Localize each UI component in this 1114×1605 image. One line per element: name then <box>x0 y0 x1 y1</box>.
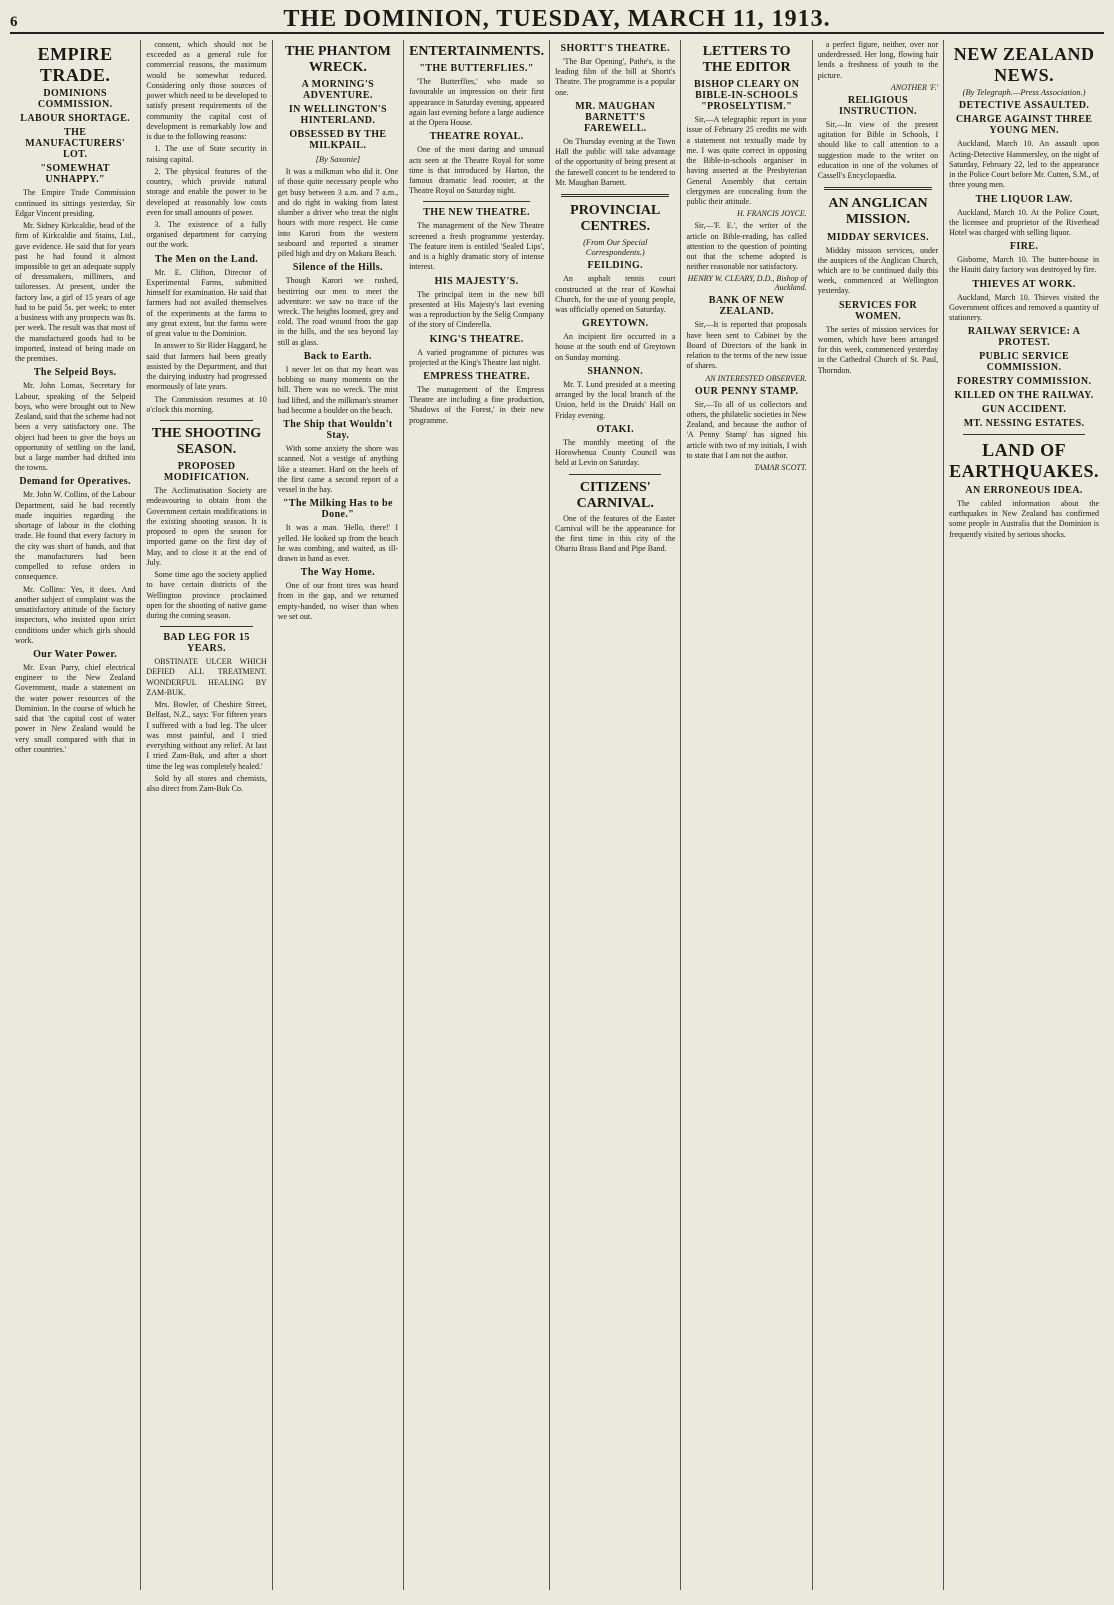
column-1 <box>10 40 141 1590</box>
byline: (By Telegraph.—Press Association.) <box>962 87 1086 98</box>
paragraph: Auckland, March 10. Thieves visited the Government offices and removed a quantity of stationery. <box>949 292 1100 323</box>
signature: AN INTERESTED OBSERVER. <box>705 373 807 383</box>
paragraph: consent, which should not be exceeded as a general rule for commercial reasons, the maximum would be somewhat reduced. Considering only those sources of power which need to be developed to satisfy present requirements of the community the capital cost of development is remarkably low and is due to the following reasons: <box>146 40 267 142</box>
headline: LAND OF EARTHQUAKES. <box>949 440 1100 482</box>
column-8 <box>944 40 1104 1590</box>
paragraph: Mr. T. Lund presided at a meeting arranged by the local branch of the Union, held in the Druids' Hall on Friday evening. <box>555 379 676 420</box>
paragraph: The management of the New Theatre screened a fresh programme yesterday. The feature item is entitled 'Sealed Lips', and is a highly dramatic story of intense interest. <box>409 221 545 272</box>
subheading: OUR PENNY STAMP. <box>694 385 799 397</box>
subheading: THEATRE ROYAL. <box>429 131 524 143</box>
column-5 <box>550 40 681 1590</box>
subheading: MT. NESSING ESTATES. <box>963 418 1085 430</box>
paragraph: Auckland, March 10. An assault upon Acting-Detective Hammersley, on the night of Saturday, February 22, led to the appearance in the Police Court before Mr. Cutten, S.M., of three young men. <box>949 139 1100 190</box>
subheading: DETECTIVE ASSAULTED. <box>958 100 1090 112</box>
subheading: SERVICES FOR WOMEN. <box>838 299 918 322</box>
subheading: A MORNING'S ADVENTURE. <box>301 79 375 102</box>
subheading: The Men on the Land. <box>154 253 259 265</box>
paragraph: a perfect figure, neither, over nor underdressed. Her long, flowing hair lends a freshness of youth to the picture. <box>817 40 939 80</box>
subheading: THIEVES AT WORK. <box>972 278 1076 290</box>
headline: EMPIRE TRADE. <box>37 44 113 85</box>
subheading: SHORTT'S THEATRE. <box>560 43 670 54</box>
subheading: EMPRESS THEATRE. <box>423 371 530 383</box>
headline: THE PHANTOM WRECK. <box>284 44 391 76</box>
paragraph: An asphalt tennis court constructed at the rear of Kowhai Church, for the use of young people, was officially opened on Saturday. <box>555 274 676 314</box>
paragraph: Mr. Evan Parry, chief electrical engineer to the New Zealand Government, made a statement on the water power resources of the Dominion. In the course of which he said that 'the capital cost of water power in New Zealand would be very small compared with that in other countries.' <box>15 662 136 754</box>
subheading: The Ship that Wouldn't Stay. <box>283 419 393 442</box>
subheading: RAILWAY SERVICE: A PROTEST. <box>967 326 1081 349</box>
paragraph: 2. The physical features of the country, which provide natural storage and enable the power to be developed at reasonably low costs even for small amounts of power. <box>146 166 267 217</box>
subheading: THE LIQUOR LAW. <box>975 193 1073 205</box>
subheading: KING'S THEATRE. <box>429 333 524 345</box>
headline: CITIZENS' CARNIVAL. <box>576 479 654 511</box>
paragraph: The Commission resumes at 10 o'clock this morning. <box>146 394 267 414</box>
paragraph: 'The Bar Opening', Pathe's, is the leading film of the bill at Shortt's Theatre. The programme is a popular one. <box>555 57 676 97</box>
subheading: BANK OF NEW ZEALAND. <box>708 295 785 318</box>
subheading: DOMINIONS COMMISSION. <box>37 88 113 111</box>
subheading: THE NEW THEATRE. <box>423 207 530 219</box>
subheading: PUBLIC SERVICE COMMISSION. <box>979 351 1070 374</box>
paragraph: Some time ago the society applied to have certain districts of the Wellington province proclaimed open for the shooting of native game during the coming season. <box>146 570 267 620</box>
signature: H. FRANCIS JOYCE. <box>737 209 807 219</box>
subheading: KILLED ON THE RAILWAY. <box>954 390 1094 402</box>
subheading: RELIGIOUS INSTRUCTION. <box>839 94 917 117</box>
paragraph: The cabled information about the earthquakes in New Zealand has confirmed some people in Australia that the Dominion is frequently visited by serious shocks. <box>949 498 1100 539</box>
paragraph: Mr. John Lomas, Secretary for Labour, speaking of the Selpeid boys, who were brought out to New Zealand, said that the scheme had not been a very satisfactory one. The object had been to give the boys an opportunity of settling on the land, but a large number had drifted into the towns. <box>15 381 136 473</box>
paragraph: Sir,—In view of the present agitation for Bible in Schools, I should like to call attention to a suggestion made to the writer on education in one of the volumes of Cassell's Encyclopaedia. <box>817 119 939 181</box>
subheading: "The Milking Has to be Done." <box>282 498 393 521</box>
column-2 <box>141 40 272 1590</box>
paragraph: A varied programme of pictures was projected at the King's Theatre last night. <box>409 347 545 367</box>
subheading: FIRE. <box>1009 241 1039 253</box>
paragraph: Mr. Collins: Yes, it does. And another subject of complaint was the unsatisfactory attitude of the factory inspectors, who insisted upon strict conditions under which girls should work. <box>15 584 136 645</box>
subheading: THE MANUFACTURERS' LOT. <box>25 127 126 161</box>
subheading: "SOMEWHAT UNHAPPY." <box>40 163 110 186</box>
byline: (From Our Special Correspondents.) <box>583 237 648 258</box>
paragraph: The Acclimatisation Society are endeavouring to obtain from the Government certain modifications in the existing shooting season. It is proposed to open the season for imported game on the first day of May, and to close it at the end of July. <box>146 486 267 567</box>
headline: PROVINCIAL CENTRES. <box>570 203 661 235</box>
byline: [By Saxonie] <box>315 154 361 165</box>
subheading: Our Water Power. <box>33 648 118 660</box>
paragraph: On Thursday evening at the Town Hall the public will take advantage of the opportunity of being present at the farewell concert to be tendered to Mr. Maughan Barnett. <box>555 136 676 187</box>
divider <box>160 626 252 627</box>
subheading: GUN ACCIDENT. <box>981 404 1067 416</box>
paragraph: 1. The use of State security in raising capital. <box>146 144 267 164</box>
column-6 <box>681 40 812 1590</box>
newspaper-title: THE DOMINION, TUESDAY, MARCH 11, 1913. <box>283 6 831 32</box>
divider <box>963 434 1085 435</box>
headline: LETTERS TO THE EDITOR <box>702 44 791 76</box>
paragraph: Mrs. Bowler, of Cheshire Street, Belfast, N.Z., says: 'For fifteen years I suffered with a bad leg. The ulcer was most painful, and I tried everything without any relief. At last I tried Zam-Buk, and after a short time the leg was completely healed.' <box>146 700 267 771</box>
subheading: AN ERRONEOUS IDEA. <box>965 484 1083 496</box>
signature: ANOTHER 'F.' <box>890 82 939 92</box>
paragraph: 3. The existence of a fully organised department for carrying out the work. <box>146 219 267 250</box>
subheading: CHARGE AGAINST THREE YOUNG MEN. <box>955 114 1093 137</box>
subheading: MIDDAY SERVICES. <box>826 231 929 243</box>
column-4 <box>404 40 550 1590</box>
paragraph: Though Karori we rushed, bestirring our men to meet the adventure: we saw no trace of the wreck. The heights loomed, grey and cold. The road wound from the gap in the hills, and the sea beyond lay still as glass. <box>277 276 399 347</box>
subheading: BISHOP CLEARY ON BIBLE-IN-SCHOOLS "PROSELYTISM." <box>694 79 800 113</box>
paragraph: It was a man. 'Hello, there!' I yelled. He looked up from the beach he was combing, and waited, as ill-drawn in hand as ever. <box>277 523 399 563</box>
paragraph: Sir,—It is reported that proposals have been sent to Cabinet by the Board of Directors of the bank in relation to the terms of the new issue of shares. <box>686 320 807 371</box>
subheading: PROPOSED MODIFICATION. <box>163 461 250 484</box>
subheading: LABOUR SHORTAGE. <box>20 113 131 125</box>
paragraph: Gisborne, March 10. The butter-house in the Hauiti dairy factory was destroyed by fire. <box>949 255 1100 275</box>
signature: HENRY W. CLEARY, D.D., Bishop of Auckland. <box>687 274 807 293</box>
paragraph: In answer to Sir Rider Haggard, he said that farmers had been greatly assisted by the Department, and that the dairying industry had progressed enormously of late years. <box>146 341 267 392</box>
paragraph: Mr. John W. Collins, of the Labour Department, said he had recently made inquiries regarding the shortage of labour in the clothing trade. He found that every factory in the city was short of hands, and that the manufacturers had been compelled to refuse orders in consequence. <box>15 490 136 582</box>
subheading: BAD LEG FOR 15 YEARS. <box>163 632 250 655</box>
paragraph: I never let on that my heart was bobbing so many moments on the hill. There was no wreck. The mist had lifted, and the milkman's steamer had become a boulder on the beach. <box>277 364 399 415</box>
paragraph: The principal item in the new bill presented at His Majesty's last evening was a reproduction by the Selig Company of the story of Cinderella. <box>409 289 545 330</box>
paragraph: One of our front tires was heard from in the gap, and we returned empty-handed, no wiser than when we set out. <box>277 581 399 621</box>
subheading: The Selpeid Boys. <box>33 367 117 379</box>
paragraph: The series of mission services for women, which have been arranged for this week, commenced yesterday in the Cathedral Church of St. Paul, Thorndon. <box>817 324 939 375</box>
subheading: SHANNON. <box>587 365 644 377</box>
paragraph: One of the features of the Easter Carnival will be the appearance for the first time in this city of the Ohariu Brass Band and Pipe Band. <box>555 513 676 554</box>
paragraph: The monthly meeting of the Horowhenua County Council was held at Levin on Saturday. <box>555 437 676 468</box>
subheading: GREYTOWN. <box>582 318 649 330</box>
paragraph: With some anxiety the shore was scanned. Not a vestige of anything like a steamer. Hard on the heels of the first came a second report of a vessel in the bay. <box>277 444 399 495</box>
paragraph: OBSTINATE ULCER WHICH DEFIED ALL TREATMENT. WONDERFUL HEALING BY ZAM-BUK. <box>146 657 267 697</box>
divider <box>160 420 252 421</box>
subheading: OBSESSED BY THE MILKPAIL. <box>289 129 387 152</box>
signature: TAMAR SCOTT. <box>754 463 807 473</box>
paragraph: Sir,—A telegraphic report in your issue of February 25 credits me with a statement not textually made by me. I was quite correct in opposing the Bible-in-schools organiser in having asserted at the Presbyterian General Assembly that certain clergymen are concealing from the public their attitude. <box>686 115 807 207</box>
page-number: 6 <box>10 14 18 30</box>
paragraph: Mr. E. Clifton, Director of Experimental Farms, submitted himself for examination. He said that farmers had not availed themselves of the experiments at the farms to any great extent, but the farms were of great value to the Dominion. <box>146 267 267 339</box>
subheading: Demand for Operatives. <box>19 476 132 488</box>
subheading: MR. MAUGHAN BARNETT'S FAREWELL. <box>575 100 656 134</box>
masthead <box>10 6 1104 34</box>
divider <box>569 474 661 475</box>
paragraph: Sir,—To all of us collectors and others, the philatelic societies in New Zealand, and because the author of 'A Penny Stamp' has signed his article with two of my initials, I wish to state that I am not the author. <box>686 399 807 460</box>
subheading: The Way Home. <box>300 567 375 579</box>
column-7 <box>813 40 944 1590</box>
headline: NEW ZEALAND NEWS. <box>953 44 1095 85</box>
paragraph: One of the most daring and unusual acts seen at the Theatre Royal for some time is that introduced by Harton, the famous dramatic lead rooster, at the Theatre Royal on Saturday night. <box>409 145 545 196</box>
paragraph: The Empire Trade Commission continued its sittings yesterday, Sir Edgar Vincent presiding. <box>15 188 136 218</box>
paragraph: Sold by all stores and chemists, also direct from Zam-Buk Co. <box>146 773 267 794</box>
divider <box>824 187 932 190</box>
subheading: OTAKI. <box>596 423 634 435</box>
subheading: IN WELLINGTON'S HINTERLAND. <box>288 104 387 127</box>
paragraph: Sir,—'F. E.', the writer of the article on Bible-reading, has called attention to the question of pointing out that the scheme adopted is neither reasonable nor satisfactory. <box>686 221 807 272</box>
paragraph: 'The Butterflies,' who made so favourable an impression on their first appearance in Saturday evening, appeared again last evening before a large audience at the Opera House. <box>409 77 545 128</box>
paragraph: The management of the Empress Theatre are including a fine production, 'Shadows of the Forest,' in their new programme. <box>409 385 545 425</box>
subheading: FEILDING. <box>587 260 644 272</box>
column-3 <box>273 40 404 1590</box>
paragraph: Mr. Sidney Kirkcaldie, head of the firm of Kirkcaldie and Stains, Ltd., gave evidence. He said that for years past he had found it almost impossible to get an adequate supply of dressmakers, milliners, and tailoresses. At present, under the factory law, a girl of 15 years of age had to be paid 5s. per week; to enter a business with any prospects was 8s. per week. The result was that most of the manufactured goods had to be imported, instead of being made on the premises. <box>15 221 136 364</box>
subheading: HIS MAJESTY'S. <box>434 275 519 287</box>
headline: ENTERTAINMENTS. <box>409 44 545 59</box>
divider <box>423 201 530 202</box>
paragraph: It was a milkman who did it. One of those quite necessary people who get busy between 3 a.m. and 7 a.m., and do right in waking from latest slumber a driver who treat the night hours with more respect. He came into Karori from the western seaboard and reported a steamer piled high and dry on Makara Beach. <box>277 167 399 259</box>
paragraph: Midday mission services, under the auspices of the Anglican Church, which are to be continued daily this week, commenced at Wellington yesterday. <box>817 245 939 296</box>
subheading: FORESTRY COMMISSION. <box>956 376 1092 388</box>
article-columns <box>10 40 1104 1590</box>
subheading: Silence of the Hills. <box>292 262 383 274</box>
divider <box>561 194 669 197</box>
subheading: Back to Earth. <box>303 350 372 362</box>
headline: AN ANGLICAN MISSION. <box>828 196 928 228</box>
headline: THE SHOOTING SEASON. <box>151 425 262 458</box>
paragraph: Auckland, March 10. At the Police Court, the licensee and proprietor of the Riverhead Hotel was charged with selling liquor. <box>949 207 1100 238</box>
subheading: "THE BUTTERFLIES." <box>419 63 534 75</box>
paragraph: An incipient fire occurred in a house at the south end of Greytown on Sunday morning. <box>555 332 676 362</box>
